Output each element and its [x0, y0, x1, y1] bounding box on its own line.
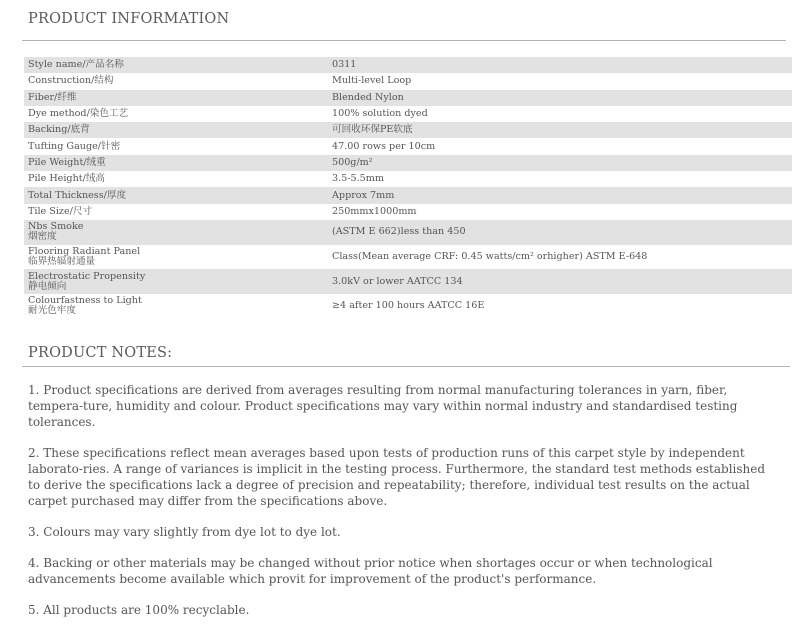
spec-label: Construction/结构: [28, 75, 114, 87]
spec-label: Fiber/纤维: [24, 90, 328, 106]
product-notes: [28, 382, 778, 633]
spec-label: Total Thickness/厚度: [24, 187, 328, 203]
spec-value: 250mmx1000mm: [332, 205, 417, 217]
table-row: [24, 187, 792, 203]
note-item: 5. All products are 100% recyclable.: [28, 603, 250, 617]
title-divider: [22, 40, 786, 41]
spec-label: [24, 245, 328, 270]
table-row: [24, 269, 792, 294]
product-notes-title: PRODUCT NOTES:: [28, 345, 173, 361]
spec-label: Pile Height/绒高: [28, 173, 106, 185]
spec-value: 100% solution dyed: [332, 108, 428, 120]
spec-label-cn: 静电倾向: [28, 280, 67, 292]
spec-value: (ASTM E 662)less than 450: [328, 220, 792, 245]
spec-label-en: Flooring Radiant Panel: [28, 246, 141, 257]
product-information-title: PRODUCT INFORMATION: [28, 11, 230, 27]
table-row: [24, 90, 792, 106]
note-item: 1. Product specifications are derived from averages resulting from normal manufacturing tolerances in yarn, fiber, tempera-ture, humidity and colour. Product specifications may vary within normal industry and standardised testing tolerances.: [28, 383, 738, 429]
table-row: [24, 122, 792, 138]
spec-label: [24, 294, 328, 319]
spec-label-en: Nbs Smoke: [28, 221, 84, 233]
spec-value: Approx 7mm: [328, 187, 792, 203]
table-row: [24, 57, 792, 73]
table-row: [24, 155, 792, 171]
note-item: 2. These specifications reflect mean averages based upon tests of production runs of this carpet style by independent laborato-ries. A range of variances is implicit in the testing process. Furthermore, the standard test methods established to derive the specifications lack a degree of precision and repeatability; therefore, individual test results on the actual carpet purchased may differ from the specifications above.: [28, 446, 766, 508]
spec-label-en: Colourfastness to Light: [28, 295, 142, 307]
spec-value: Multi-level Loop: [332, 75, 412, 87]
table-row: [24, 106, 792, 122]
notes-divider: [22, 366, 790, 367]
spec-value: Blended Nylon: [328, 90, 792, 106]
note-item: 4. Backing or other materials may be changed without prior notice when shortages occur or when technological advancements become available which provit for improvement of the product's performance.: [28, 556, 713, 586]
spec-label-cn: 临界热辐射通量: [28, 256, 96, 267]
product-spec-table: [24, 57, 792, 319]
spec-value: 500g/m²: [328, 155, 792, 171]
table-row: [24, 138, 792, 154]
spec-label: Tile Size/尺寸: [28, 205, 93, 217]
table-row: [24, 294, 792, 319]
note-item: 3. Colours may vary slightly from dye lot to dye lot.: [28, 525, 341, 539]
spec-label: Pile Weight/绒重: [24, 155, 328, 171]
spec-label: [24, 220, 328, 245]
spec-value: 0311: [328, 57, 792, 73]
table-row: [24, 245, 792, 270]
spec-label-cn: 烟密度: [28, 231, 57, 243]
table-row: [24, 204, 792, 220]
spec-label: [24, 269, 328, 294]
table-row: [24, 171, 792, 187]
spec-value: 可回收环保PE软底: [328, 122, 792, 138]
spec-value: 47.00 rows per 10cm: [332, 140, 436, 152]
spec-value: 3.5-5.5mm: [332, 173, 384, 185]
spec-label: Style name/产品名称: [24, 57, 328, 73]
spec-value: ≥4 after 100 hours AATCC 16E: [332, 300, 485, 312]
table-row: [24, 220, 792, 245]
spec-label: Dye method/染色工艺: [28, 108, 129, 120]
spec-label: Tufting Gauge/针密: [28, 140, 121, 152]
spec-label-cn: 耐光色牢度: [28, 305, 76, 317]
table-row: [24, 73, 792, 89]
spec-value: Class(Mean average CRF: 0.45 watts/cm² orhigher) ASTM E-648: [332, 251, 648, 262]
spec-value: 3.0kV or lower AATCC 134: [328, 269, 792, 294]
spec-label-en: Electrostatic Propensity: [28, 270, 146, 282]
spec-label: Backing/底背: [24, 122, 328, 138]
